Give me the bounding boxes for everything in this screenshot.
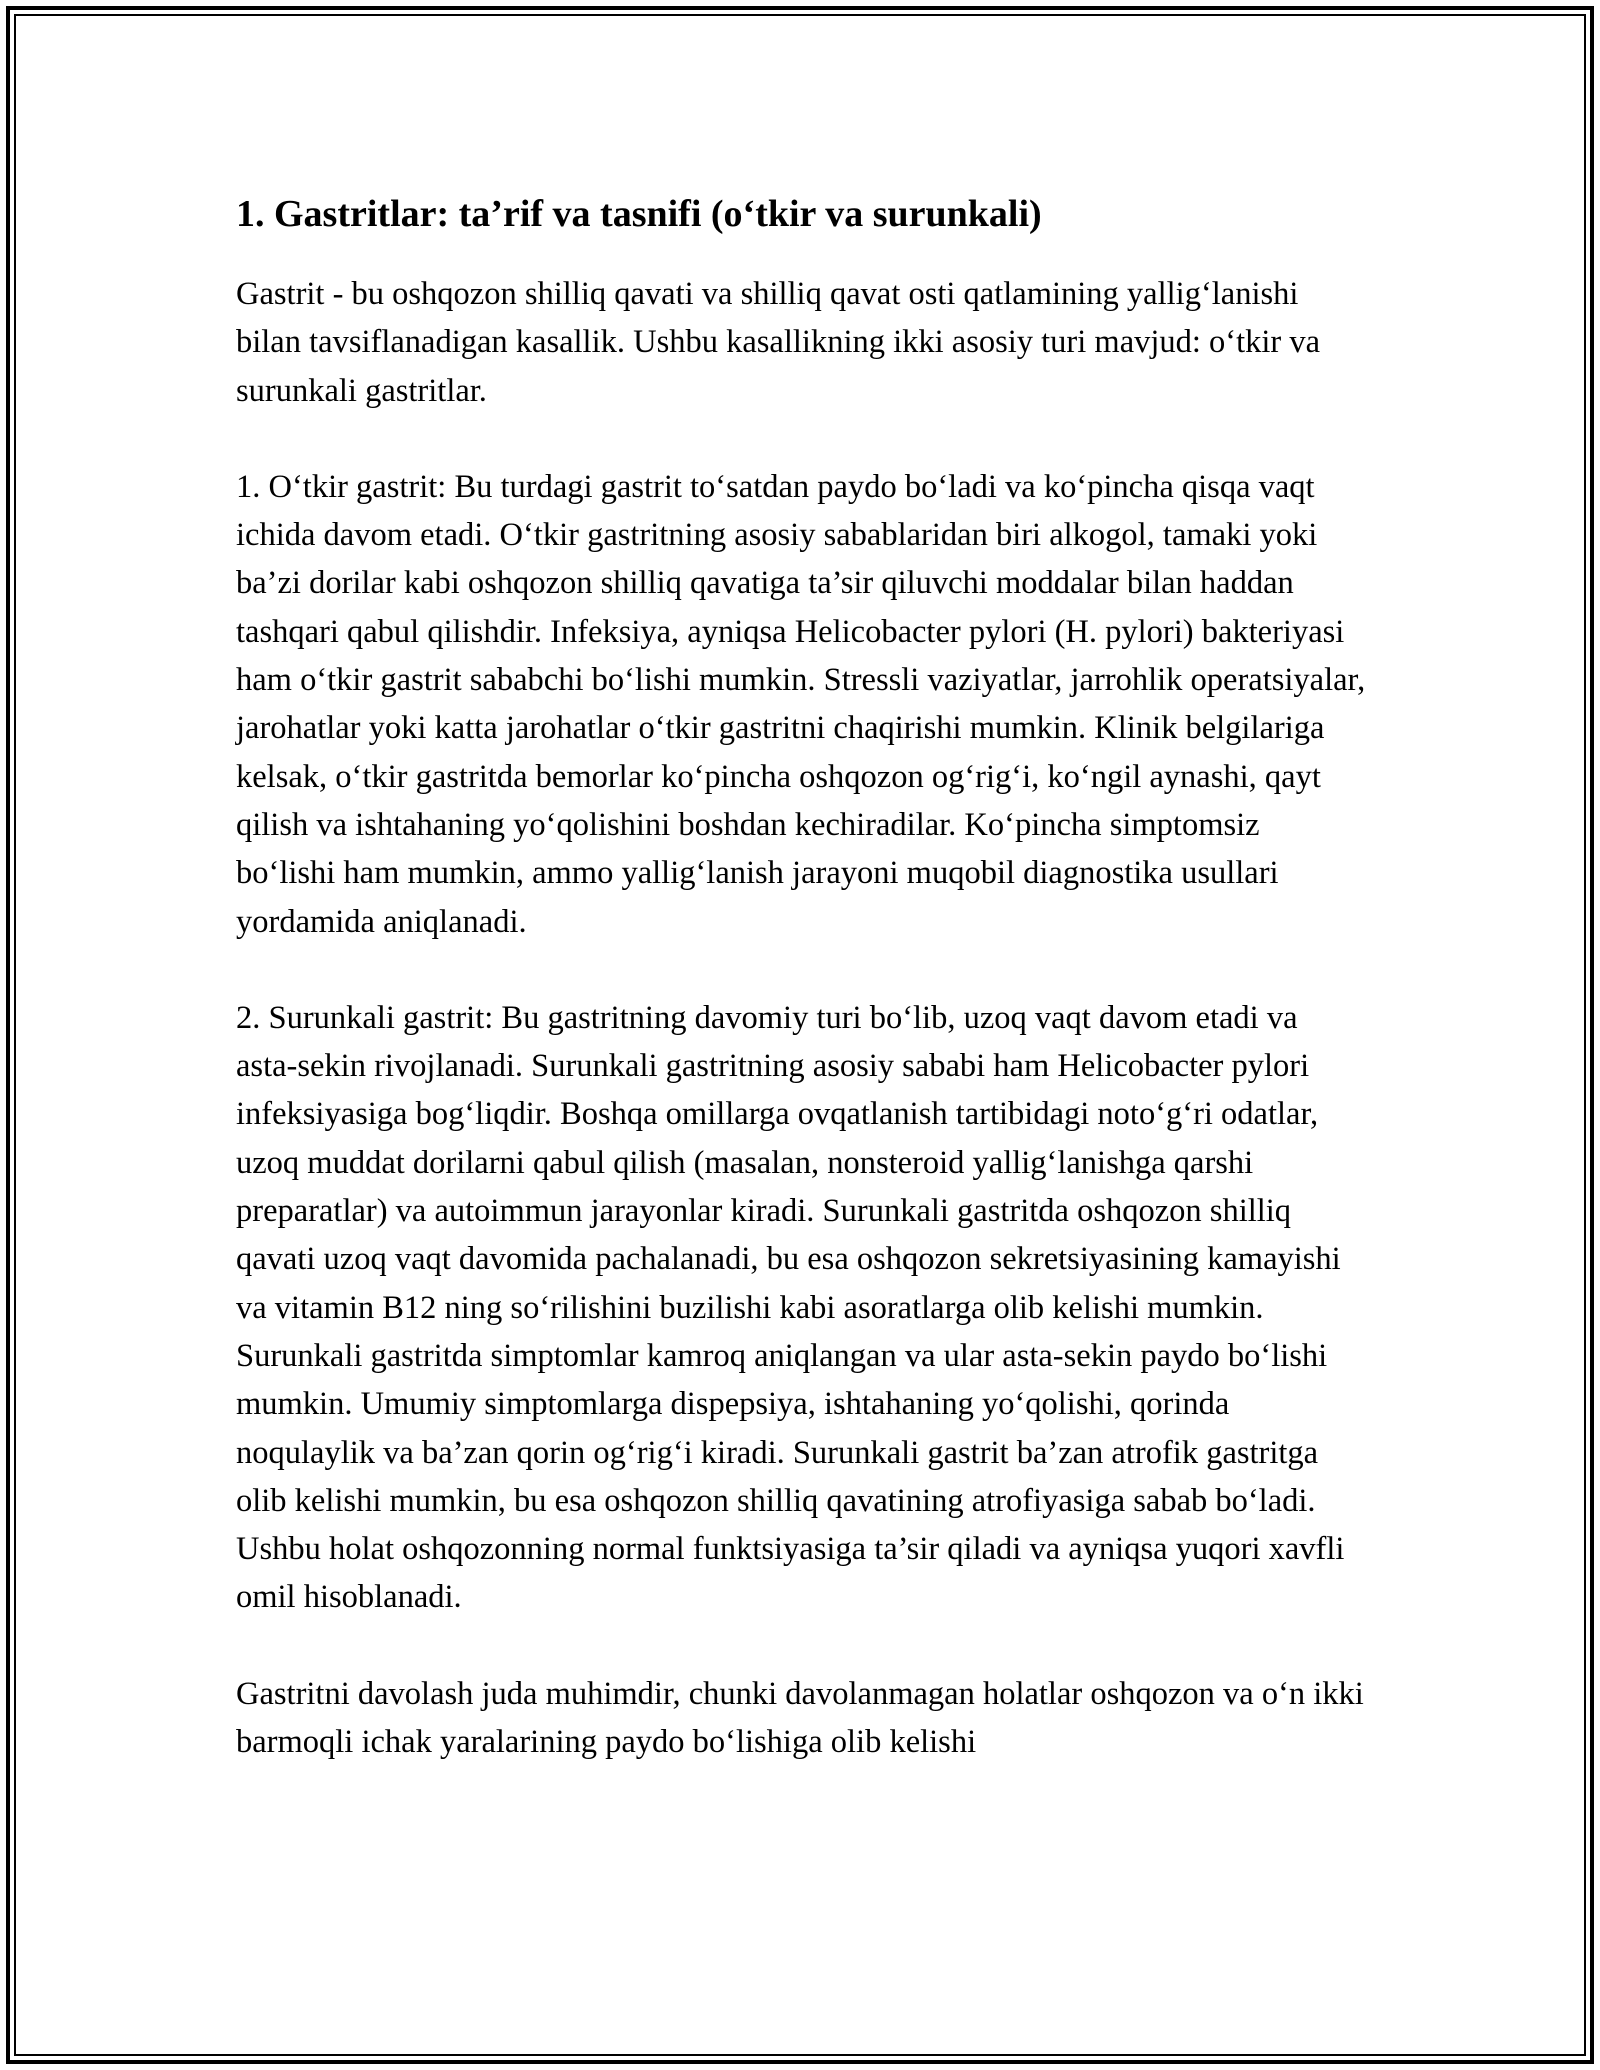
document-title: 1. Gastritlar: ta’rif va tasnifi (o‘tkir va surunkali) [236, 193, 1042, 235]
paragraph-treatment: Gastritni davolash juda muhimdir, chunki davolanmagan holatlar oshqozon va o‘n ikki barmoqli ichak yaralarining paydo bo‘lishiga olib kelishi [236, 1675, 1364, 1761]
paragraph-acute-gastritis: 1. O‘tkir gastrit: Bu turdagi gastrit to‘satdan paydo bo‘ladi va ko‘pincha qisqa vaqt ichida davom etadi. O‘tkir gastritning asosiy sabablaridan biri alkogol, tamaki yoki ba’zi dorilar kabi oshqozon shilliq qavatiga ta’sir qiluvchi moddalar bilan haddan tashqari qabul qilishdir. Infeksiya, ayniqsa Helicobacter pylori (H. pylori) bakteriyasi ham o‘tkir gastrit sababchi bo‘lishi mumkin. Stressli vaziyatlar, jarrohlik operatsiyalar, jarohatlar yoki katta jarohatlar o‘tkir gastritni chaqirishi mumkin. Klinik belgilariga kelsak, o‘tkir gastritda bemorlar ko‘pincha oshqozon og‘rig‘i, ko‘ngil aynashi, qayt qilish va ishtahaning yo‘qolishini boshdan kechiradilar. Ko‘pincha simptomsiz bo‘lishi ham mumkin, ammo yallig‘lanish jarayoni muqobil diagnostika usullari yordamida aniqlanadi. [236, 468, 1366, 940]
paragraph-intro: Gastrit - bu oshqozon shilliq qavati va shilliq qavat osti qatlamining yallig‘lanishi bilan tavsiflanadigan kasallik. Ushbu kasallikning ikki asosiy turi mavjud: o‘tkir va surunkali gastritlar. [236, 276, 1321, 409]
paragraph-chronic-gastritis: 2. Surunkali gastrit: Bu gastritning davomiy turi bo‘lib, uzoq vaqt davom etadi va asta-sekin rivojlanadi. Surunkali gastritning asosiy sababi ham Helicobacter pylori infeksiyasiga bog‘liqdir. Boshqa omillarga ovqatlanish tartibidagi noto‘g‘ri odatlar, uzoq muddat dorilarni qabul qilish (masalan, nonsteroid yallig‘lanishga qarshi preparatlar) va autoimmun jarayonlar kiradi. Surunkali gastritda oshqozon shilliq qavati uzoq vaqt davomida pachalanadi, bu esa oshqozon sekretsiyasining kamayishi va vitamin B12 ning so‘rilishini buzilishi kabi asoratlarga olib kelishi mumkin. Surunkali gastritda simptomlar kamroq aniqlangan va ular asta-sekin paydo bo‘lishi mumkin. Umumiy simptomlarga dispepsiya, ishtahaning yo‘qolishi, qorinda noqulaylik va ba’zan qorin og‘rig‘i kiradi. Surunkali gastrit ba’zan atrofik gastritga olib kelishi mumkin, bu esa oshqozon shilliq qavatining atrofiyasiga sabab bo‘ladi. Ushbu holat oshqozonning normal funktsiyasiga ta’sir qiladi va ayniqsa yuqori xavfli omil hisoblanadi. [236, 999, 1345, 1616]
document-body [236, 186, 1366, 1814]
